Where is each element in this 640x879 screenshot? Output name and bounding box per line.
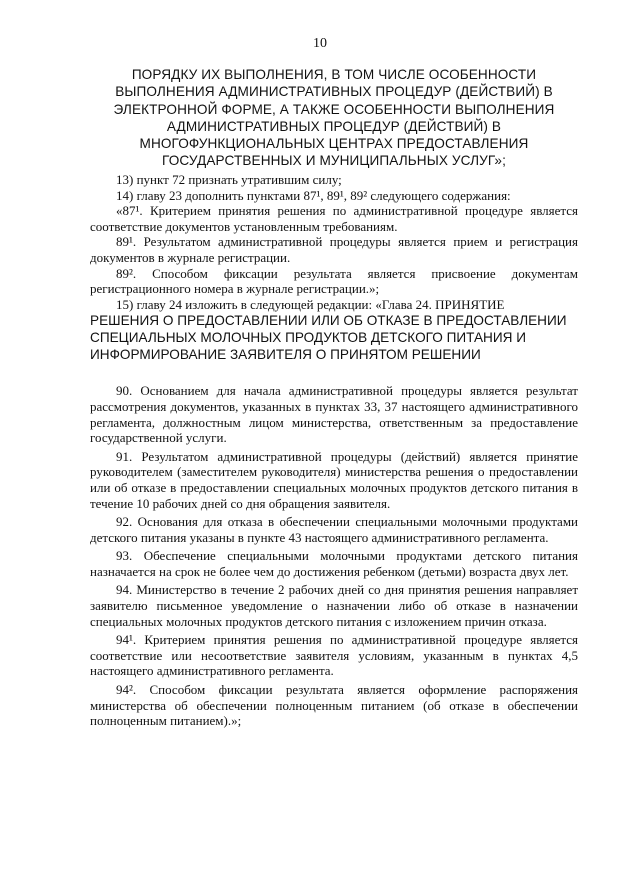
paragraph-90: 90. Основанием для начала административной процедуры является результат рассмотрения документов, указанных в пунктах 33, 37 настоящего административного регламента, должностным лицом министерства, ответственным за предоставление государственной услуги. bbox=[90, 383, 578, 446]
paragraph-94-2: 94². Способом фиксации результата является оформление распоряжения министерства об обеспечении полноценным питанием (об отказе в обеспечении полноценным питанием).»; bbox=[90, 682, 578, 729]
page-number: 10 bbox=[313, 36, 327, 51]
heading-line: ПОРЯДКУ ИХ ВЫПОЛНЕНИЯ, В ТОМ ЧИСЛЕ ОСОБЕННОСТИ bbox=[131, 67, 537, 82]
paragraph-89-2: 89². Способом фиксации результата является присвоение документам регистрационного номера в журнале регистрации.»; bbox=[90, 265, 578, 297]
paragraph-89-1: 89¹. Результатом административной процедуры является прием и регистрация документов в журнале регистрации. bbox=[90, 234, 578, 265]
paragraph-87-1: «87¹. Критерием принятия решения по административной процедуре является соответствие документов установленным требованиям. bbox=[90, 203, 578, 234]
chapter-24-title: РЕШЕНИЯ О ПРЕДОСТАВЛЕНИИ ИЛИ ОБ ОТКАЗЕ В ПРЕДОСТАВЛЕНИИ СПЕЦИАЛЬНЫХ МОЛОЧНЫХ ПРОДУКТОВ ДЕТСКОГО ПИТАНИЯ И ИНФОРМИРОВАНИЕ ЗАЯВИТЕЛЯ О ПРИНЯТОМ РЕШЕНИИ bbox=[90, 313, 567, 363]
heading-line: АДМИНИСТРАТИВНЫХ ПРОЦЕДУР (ДЕЙСТВИЙ) В bbox=[166, 118, 502, 134]
paragraph-94-1: 94¹. Критерием принятия решения по административной процедуре является соответствие или несоответствие заявителя условиям, указанным в пунктах 4,5 настоящего административного регламента. bbox=[90, 632, 578, 679]
heading-line: ВЫПОЛНЕНИЯ АДМИНИСТРАТИВНЫХ ПРОЦЕДУР (ДЕЙСТВИЙ) В bbox=[115, 84, 553, 100]
heading-line: ЭЛЕКТРОННОЙ ФОРМЕ, А ТАКЖЕ ОСОБЕННОСТИ ВЫПОЛНЕНИЯ bbox=[113, 101, 555, 117]
paragraph-93: 93. Обеспечение специальными молочными продуктами детского питания назначается на срок не более чем до достижения ребенком (детьми) возраста двух лет. bbox=[90, 548, 578, 579]
paragraph-15-intro: 15) главу 24 изложить в следующей редакции: «Глава 24. ПРИНЯТИЕ bbox=[116, 296, 505, 312]
heading-line: ГОСУДАРСТВЕННЫХ И МУНИЦИПАЛЬНЫХ УСЛУГ»; bbox=[162, 153, 506, 169]
heading-line: МНОГОФУНКЦИОНАЛЬНЫХ ЦЕНТРАХ ПРЕДОСТАВЛЕНИЯ bbox=[139, 136, 529, 152]
spacer bbox=[90, 363, 578, 383]
paragraph-92: 92. Основания для отказа в обеспечении специальными молочными продуктами детского питания указаны в пункте 43 настоящего административного регламента. bbox=[90, 514, 578, 545]
paragraph-94: 94. Министерство в течение 2 рабочих дней со дня принятия решения направляет заявителю письменное уведомление о назначении либо об отказе в назначении специальных молочных продуктов детского питания с изложением причин отказа. bbox=[90, 582, 578, 629]
paragraph-14: 14) главу 23 дополнить пунктами 87¹, 89¹, 89² следующего содержания: bbox=[116, 187, 511, 203]
paragraph-13: 13) пункт 72 признать утратившим силу; bbox=[116, 172, 342, 187]
paragraph-91: 91. Результатом административной процедуры (действий) является принятие руководителем (заместителем руководителя) министерства решения о предоставлении или об отказе в предоставлении специальных молочных продуктов детского питания в течение 10 рабочих дней со дня обращения заявителя. bbox=[90, 448, 578, 511]
document-body bbox=[90, 172, 578, 729]
section-heading bbox=[90, 66, 578, 170]
